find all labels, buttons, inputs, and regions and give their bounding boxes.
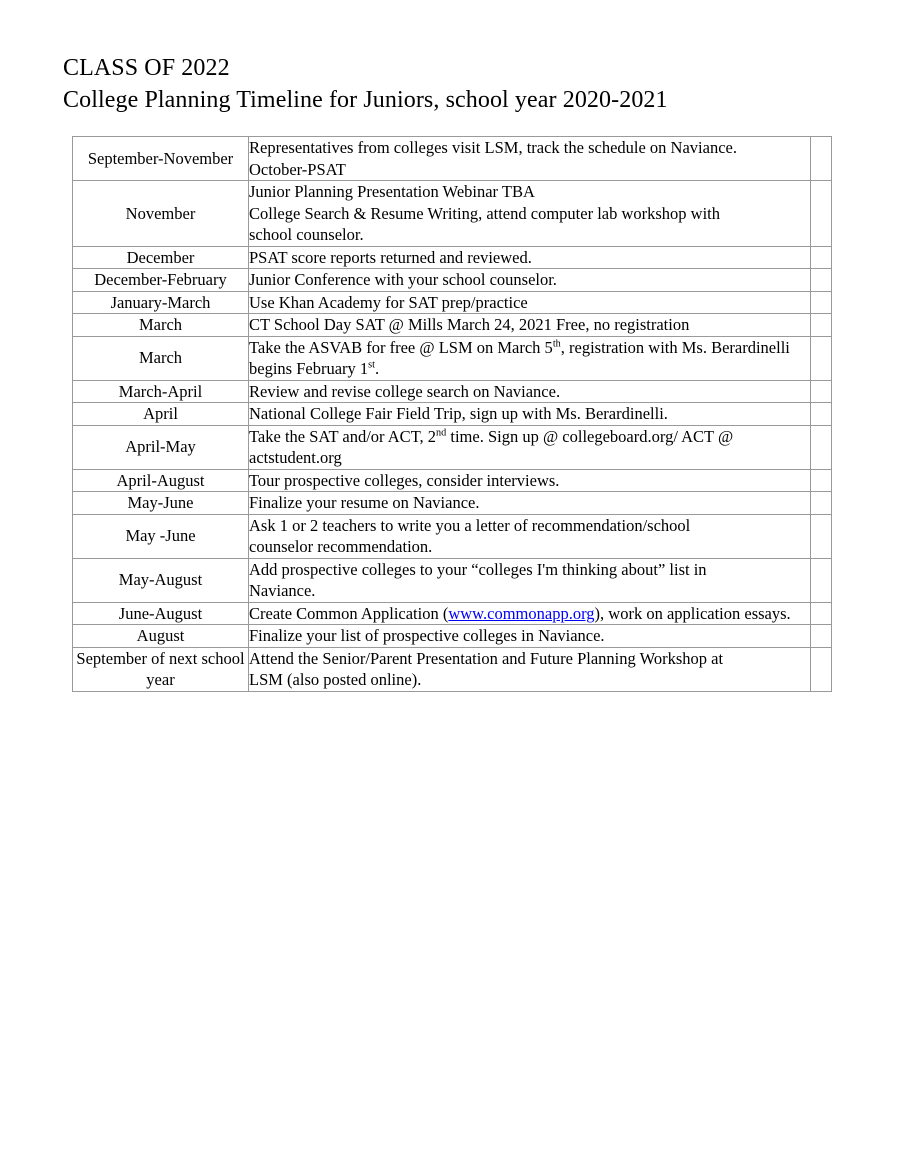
row-period-cell: March-April	[73, 380, 249, 403]
task-text-line: Representatives from colleges visit LSM, track the schedule on Naviance.	[249, 138, 737, 157]
row-notes-cell	[811, 403, 832, 426]
task-text-line: October-PSAT	[249, 159, 346, 179]
row-period-cell: September-November	[73, 137, 249, 181]
table-row	[73, 246, 832, 269]
table-row	[73, 380, 832, 403]
row-task-cell	[249, 625, 811, 648]
task-text-line: Attend the Senior/Parent Presentation and Future Planning Workshop at	[249, 648, 724, 668]
table-row	[73, 314, 832, 337]
row-notes-cell	[811, 625, 832, 648]
task-text-line: LSM (also posted online).	[249, 670, 422, 689]
ordinal-suffix: th	[552, 338, 561, 349]
task-text: time. Sign up @ collegeboard.org/ ACT @ actstudent.org	[249, 426, 734, 467]
task-text: Create Common Application (	[249, 603, 449, 623]
row-period-cell: March	[73, 314, 249, 337]
row-task-cell	[249, 314, 811, 337]
row-task-cell	[249, 269, 811, 292]
row-period-cell: April	[73, 403, 249, 426]
task-text-line: National College Fair Field Trip, sign up with Ms. Berardinelli.	[249, 404, 668, 423]
row-notes-cell	[811, 246, 832, 269]
task-text-line: College Search & Resume Writing, attend computer lab workshop with	[249, 203, 721, 223]
row-notes-cell	[811, 558, 832, 602]
task-text-line: PSAT score reports returned and reviewed.	[249, 247, 532, 267]
table-row	[73, 403, 832, 426]
row-task-cell	[249, 602, 811, 625]
row-period-cell: June-August	[73, 602, 249, 625]
row-task-cell	[249, 246, 811, 269]
row-task-cell	[249, 403, 811, 426]
task-text-line: Junior Planning Presentation Webinar TBA	[249, 182, 535, 201]
task-text: ), work on application essays.	[594, 603, 791, 623]
task-text: Take the ASVAB for free @ LSM on March 5	[249, 337, 553, 357]
table-row	[73, 602, 832, 625]
row-notes-cell	[811, 602, 832, 625]
row-notes-cell	[811, 137, 832, 181]
row-notes-cell	[811, 514, 832, 558]
ordinal-suffix: nd	[436, 427, 447, 438]
row-task-cell	[249, 514, 811, 558]
task-text-line: Use Khan Academy for SAT prep/practice	[249, 292, 528, 312]
row-notes-cell	[811, 336, 832, 380]
row-task-cell	[249, 336, 811, 380]
task-text-line: Naviance.	[249, 581, 316, 600]
row-period-cell: May -June	[73, 514, 249, 558]
table-row	[73, 558, 832, 602]
task-text-line: Tour prospective colleges, consider interviews.	[249, 470, 560, 490]
task-text: .	[374, 359, 380, 378]
row-task-cell	[249, 425, 811, 469]
row-task-cell	[249, 291, 811, 314]
task-text-line: Review and revise college search on Naviance.	[249, 381, 561, 401]
row-period-cell: August	[73, 625, 249, 648]
commonapp-link[interactable]: www.commonapp.org	[448, 603, 595, 623]
row-notes-cell	[811, 181, 832, 247]
table-row	[73, 469, 832, 492]
row-task-cell	[249, 558, 811, 602]
row-task-cell	[249, 137, 811, 181]
row-period-cell: May-August	[73, 558, 249, 602]
row-period-cell: November	[73, 181, 249, 247]
task-text-line: counselor recommendation.	[249, 537, 433, 556]
table-row	[73, 625, 832, 648]
table-row	[73, 137, 832, 181]
page-title	[63, 52, 853, 117]
ordinal-suffix: st	[368, 359, 375, 371]
row-period-cell: April-May	[73, 425, 249, 469]
task-text-line: school counselor.	[249, 225, 364, 244]
table-row	[73, 336, 832, 380]
timeline-table-body	[73, 137, 832, 692]
task-text-line: Add prospective colleges to your “colleges I'm thinking about” list in	[249, 559, 707, 579]
row-period-cell: December	[73, 246, 249, 269]
row-task-cell	[249, 469, 811, 492]
table-row	[73, 492, 832, 515]
row-notes-cell	[811, 291, 832, 314]
row-notes-cell	[811, 314, 832, 337]
table-row	[73, 647, 832, 691]
row-period-cell: December-February	[73, 269, 249, 292]
table-row	[73, 181, 832, 247]
row-task-cell	[249, 647, 811, 691]
row-period-cell: May-June	[73, 492, 249, 515]
row-notes-cell	[811, 269, 832, 292]
row-period-cell: January-March	[73, 291, 249, 314]
table-row	[73, 291, 832, 314]
row-period-cell: April-August	[73, 469, 249, 492]
table-row	[73, 514, 832, 558]
task-text-line: Ask 1 or 2 teachers to write you a letter of recommendation/school	[249, 515, 691, 535]
row-period-cell: March	[73, 336, 249, 380]
task-text-line: Junior Conference with your school counselor.	[249, 270, 557, 289]
row-task-cell	[249, 181, 811, 247]
row-task-cell	[249, 492, 811, 515]
row-notes-cell	[811, 647, 832, 691]
task-text: Take the SAT and/or ACT, 2	[249, 426, 437, 446]
row-period-cell: September of next school year	[73, 647, 249, 691]
row-notes-cell	[811, 380, 832, 403]
row-notes-cell	[811, 469, 832, 492]
table-row	[73, 269, 832, 292]
task-text-line: CT School Day SAT @ Mills March 24, 2021 Free, no registration	[249, 315, 690, 334]
task-text: , registration with Ms. Berardinelli begins February 1	[249, 337, 790, 378]
row-notes-cell	[811, 492, 832, 515]
title-class-of: CLASS OF 2022	[63, 55, 230, 81]
row-task-cell	[249, 380, 811, 403]
college-planning-timeline-table	[72, 136, 832, 692]
table-row	[73, 425, 832, 469]
row-notes-cell	[811, 425, 832, 469]
task-text-line: Finalize your resume on Naviance.	[249, 493, 480, 512]
task-text-line: Finalize your list of prospective colleges in Naviance.	[249, 626, 605, 645]
title-subtitle: College Planning Timeline for Juniors, school year 2020-2021	[63, 87, 668, 113]
